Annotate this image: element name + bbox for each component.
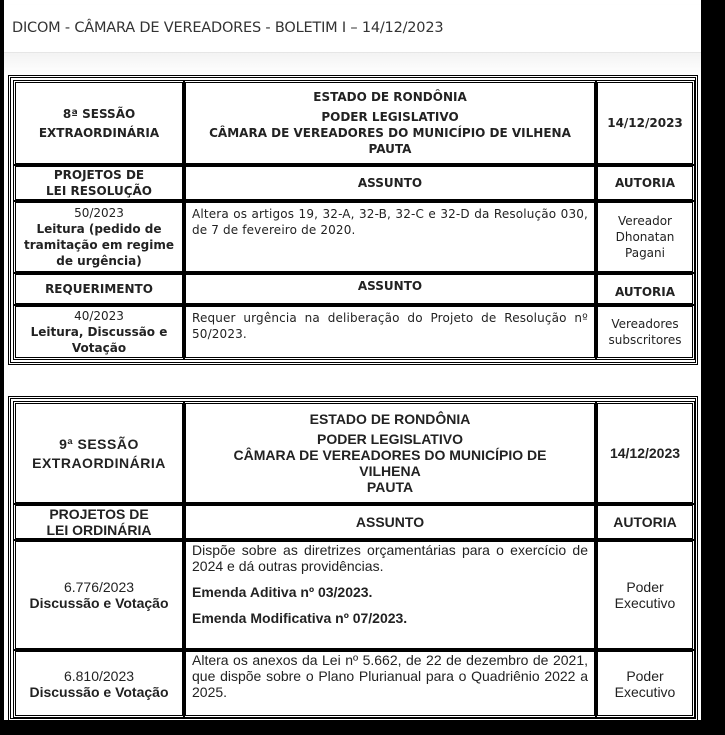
- institution-state: ESTADO DE RONDÔNIA: [309, 411, 471, 427]
- institution-chamber: CÂMARA DE VEREADORES DO MUNICÍPIO DE VILHENA: [233, 447, 547, 479]
- session-header-row: [15, 403, 693, 503]
- institution-chamber: CÂMARA DE VEREADORES DO MUNICÍPIO DE VILHENA: [209, 126, 571, 140]
- header-shadow: [4, 53, 701, 75]
- category-header: [15, 166, 183, 200]
- section-header-row: [15, 274, 693, 304]
- table-row: [15, 202, 693, 272]
- institution-cell: [185, 403, 595, 503]
- item-number: 6.810/2023: [63, 667, 135, 684]
- session-title-cell: [15, 82, 183, 164]
- item-stage: Leitura (pedido de tramitação em regime de urgência): [23, 222, 175, 268]
- item-stage: Discussão e Votação: [29, 683, 169, 700]
- item-subject: Altera os anexos da Lei nº 5.662, de 22 de dezembro de 2021, que dispõe sobre o Plano Plurianual para o Quadriênio 2022 a 2025.: [185, 651, 595, 716]
- amendment-1: Emenda Aditiva nº 03/2023.: [192, 584, 373, 600]
- category-line-2: LEI ORDINÁRIA: [46, 522, 152, 538]
- page-title: DICOM - CÂMARA DE VEREADORES - BOLETIM I – 14/12/2023: [12, 20, 444, 36]
- item-number-cell: [15, 541, 183, 649]
- institution-power: PODER LEGISLATIVO: [317, 431, 463, 447]
- page-header: [4, 5, 701, 53]
- institution-cell: [185, 82, 595, 164]
- item-stage: Leitura, Discussão e Votação: [30, 325, 168, 355]
- item-subject: Requer urgência na deliberação do Projeto de Resolução nº 50/2023.: [185, 306, 595, 358]
- item-subject: Dispõe sobre as diretrizes orçamentárias para o exercício de 2024 e dá outras providências.: [192, 542, 588, 574]
- institution-state: ESTADO DE RONDÔNIA: [313, 90, 467, 104]
- item-subject-cell: [185, 541, 595, 649]
- section-header-row: [15, 505, 693, 539]
- section-header-row: [15, 166, 693, 200]
- item-number-cell: [15, 306, 183, 358]
- author-header: AUTORIA: [597, 505, 693, 539]
- session-9-table: [13, 401, 695, 718]
- session-date: 14/12/2023: [597, 403, 693, 503]
- session-header-row: [15, 82, 693, 164]
- item-number: 50/2023: [74, 206, 124, 220]
- institution-pauta: PAUTA: [368, 142, 412, 156]
- subject-header: ASSUNTO: [185, 274, 595, 304]
- category-line-1: PROJETOS DE: [53, 168, 145, 182]
- subject-header: ASSUNTO: [185, 166, 595, 200]
- institution-pauta: PAUTA: [366, 479, 414, 495]
- category-line-1: PROJETOS DE: [49, 506, 149, 522]
- session-number: 8ª SESSÃO: [62, 106, 136, 121]
- item-number: 40/2023: [74, 309, 124, 323]
- session-8-table: [13, 80, 695, 360]
- amendment-2: Emenda Modificativa nº 07/2023.: [192, 610, 408, 626]
- item-author: Vereadores subscritores: [597, 306, 693, 358]
- category-header: REQUERIMENTO: [15, 274, 183, 304]
- table-row: [15, 651, 693, 716]
- session-8-frame: [8, 75, 698, 365]
- table-row: [15, 306, 693, 358]
- author-header: AUTORIA: [597, 166, 693, 200]
- author-header: AUTORIA: [597, 274, 693, 304]
- item-stage: Discussão e Votação: [29, 595, 169, 611]
- item-author: Vereador Dhonatan Pagani: [597, 202, 693, 272]
- item-number-cell: [15, 651, 183, 716]
- category-line-2: LEI RESOLUÇÃO: [45, 184, 153, 198]
- session-title-cell: [15, 403, 183, 503]
- session-date: 14/12/2023: [597, 82, 693, 164]
- item-number: 6.776/2023: [63, 579, 135, 595]
- item-author: Poder Executivo: [597, 651, 693, 716]
- session-type: EXTRAORDINÁRIA: [38, 125, 160, 140]
- item-number-cell: [15, 202, 183, 272]
- session-9-frame: [8, 396, 698, 721]
- subject-header: ASSUNTO: [185, 505, 595, 539]
- session-type: EXTRAORDINÁRIA: [32, 454, 166, 471]
- item-subject: Altera os artigos 19, 32-A, 32-B, 32-C e 32-D da Resolução 030, de 7 de fevereiro de 2020.: [185, 202, 595, 272]
- item-author: Poder Executivo: [597, 541, 693, 649]
- page: [4, 0, 701, 720]
- institution-power: PODER LEGISLATIVO: [321, 110, 459, 124]
- table-row: [15, 541, 693, 649]
- session-number: 9ª SESSÃO: [59, 435, 139, 452]
- category-header: [15, 505, 183, 539]
